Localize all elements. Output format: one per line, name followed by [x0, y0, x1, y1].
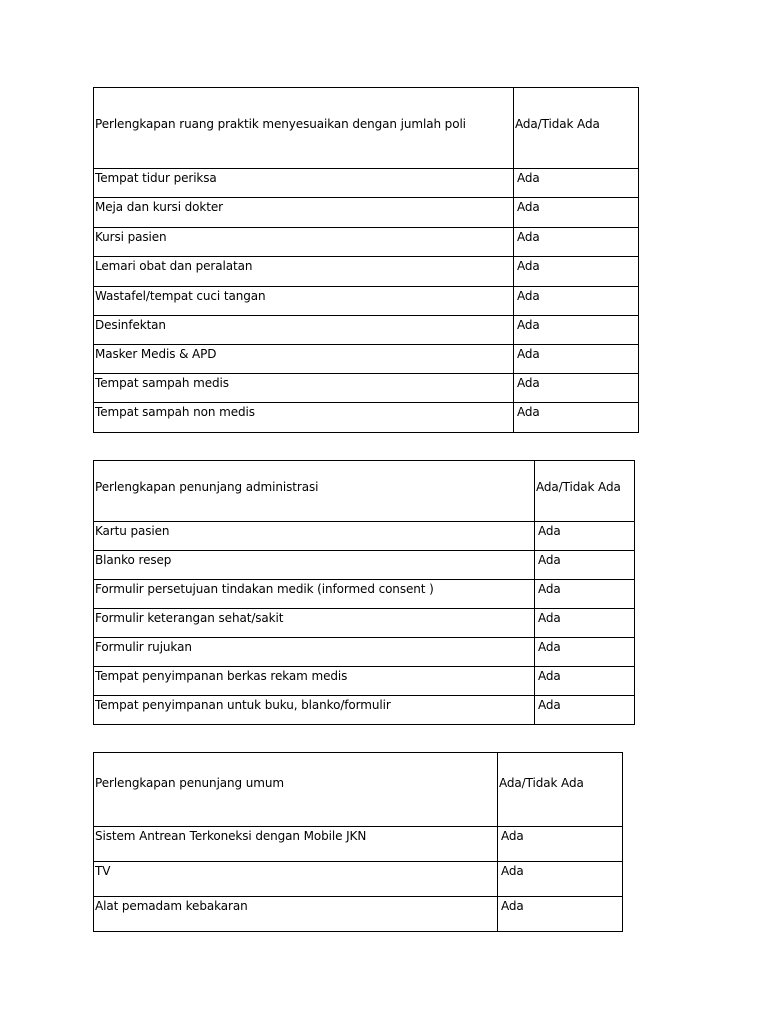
- item-label: Wastafel/tempat cuci tangan: [95, 289, 266, 303]
- item-label: Kursi pasien: [95, 230, 167, 244]
- item-cell: [94, 198, 514, 228]
- item-cell: [94, 287, 514, 316]
- item-cell: [94, 862, 498, 897]
- table-row: [94, 897, 623, 932]
- item-cell: [94, 580, 535, 609]
- table-row: [94, 287, 639, 316]
- header-status-cell: [535, 461, 635, 522]
- status-cell: [498, 827, 623, 862]
- item-cell: [94, 316, 514, 345]
- status-cell: [514, 198, 639, 228]
- item-cell: [94, 257, 514, 287]
- item-cell: [94, 609, 535, 638]
- item-label: Masker Medis & APD: [95, 347, 217, 361]
- table-row: [94, 580, 635, 609]
- status-cell: [514, 287, 639, 316]
- item-cell: [94, 345, 514, 374]
- item-label: Alat pemadam kebakaran: [95, 899, 248, 913]
- status-label: Ada: [501, 864, 524, 878]
- header-item-label: Perlengkapan ruang praktik menyesuaikan dengan jumlah poli: [95, 117, 466, 131]
- status-cell: [514, 228, 639, 257]
- header-item-cell: [94, 753, 498, 827]
- status-label: Ada: [517, 376, 540, 390]
- status-label: Ada: [538, 640, 561, 654]
- item-label: Blanko resep: [95, 553, 172, 567]
- item-label: Tempat penyimpanan untuk buku, blanko/formulir: [95, 698, 391, 712]
- table-row: [94, 403, 639, 433]
- status-cell: [514, 169, 639, 198]
- table-row: [94, 609, 635, 638]
- table-row: [94, 345, 639, 374]
- status-cell: [535, 696, 635, 725]
- status-label: Ada: [517, 230, 540, 244]
- status-label: Ada: [538, 524, 561, 538]
- status-cell: [514, 403, 639, 433]
- status-label: Ada: [517, 318, 540, 332]
- item-cell: [94, 667, 535, 696]
- table-row: [94, 228, 639, 257]
- item-cell: [94, 374, 514, 403]
- table-row: [94, 862, 623, 897]
- header-status-label: Ada/Tidak Ada: [536, 480, 621, 494]
- item-cell: [94, 169, 514, 198]
- table-row: [94, 169, 639, 198]
- status-label: Ada: [517, 289, 540, 303]
- item-label: Tempat tidur periksa: [95, 171, 217, 185]
- item-cell: [94, 827, 498, 862]
- table-row: [94, 638, 635, 667]
- status-label: Ada: [517, 200, 540, 214]
- status-label: Ada: [517, 171, 540, 185]
- status-label: Ada: [538, 669, 561, 683]
- status-cell: [535, 522, 635, 551]
- equipment-table-general: [93, 752, 623, 932]
- item-cell: [94, 228, 514, 257]
- item-label: Meja dan kursi dokter: [95, 200, 223, 214]
- item-cell: [94, 638, 535, 667]
- table-row: [94, 522, 635, 551]
- item-cell: [94, 522, 535, 551]
- status-label: Ada: [538, 553, 561, 567]
- status-cell: [514, 257, 639, 287]
- status-cell: [535, 638, 635, 667]
- item-label: TV: [95, 864, 111, 878]
- status-label: Ada: [538, 582, 561, 596]
- item-label: Formulir persetujuan tindakan medik (informed consent ): [95, 582, 434, 596]
- item-label: Formulir keterangan sehat/sakit: [95, 611, 284, 625]
- status-cell: [498, 897, 623, 932]
- equipment-table-administration: [93, 460, 635, 725]
- header-item-label: Perlengkapan penunjang administrasi: [95, 480, 319, 494]
- header-status-label: Ada/Tidak Ada: [515, 117, 600, 131]
- item-cell: [94, 897, 498, 932]
- status-label: Ada: [501, 829, 524, 843]
- table-header-row: [94, 88, 639, 169]
- item-label: Tempat sampah non medis: [95, 405, 255, 419]
- table-row: [94, 257, 639, 287]
- header-status-cell: [514, 88, 639, 169]
- status-label: Ada: [517, 259, 540, 273]
- table-row: [94, 696, 635, 725]
- item-cell: [94, 551, 535, 580]
- status-label: Ada: [538, 698, 561, 712]
- item-label: Sistem Antrean Terkoneksi dengan Mobile JKN: [95, 829, 367, 843]
- table-header-row: [94, 753, 623, 827]
- item-cell: [94, 696, 535, 725]
- table-row: [94, 827, 623, 862]
- header-status-label: Ada/Tidak Ada: [499, 776, 584, 790]
- table-header-row: [94, 461, 635, 522]
- status-cell: [514, 345, 639, 374]
- status-label: Ada: [538, 611, 561, 625]
- item-label: Desinfektan: [95, 318, 166, 332]
- status-cell: [498, 862, 623, 897]
- header-item-label: Perlengkapan penunjang umum: [95, 776, 284, 790]
- status-cell: [535, 580, 635, 609]
- item-label: Formulir rujukan: [95, 640, 192, 654]
- table-row: [94, 551, 635, 580]
- header-item-cell: [94, 461, 535, 522]
- item-label: Kartu pasien: [95, 524, 170, 538]
- item-label: Tempat penyimpanan berkas rekam medis: [95, 669, 348, 683]
- status-label: Ada: [517, 405, 540, 419]
- status-cell: [514, 374, 639, 403]
- status-label: Ada: [501, 899, 524, 913]
- equipment-table-practice-room: [93, 87, 639, 433]
- item-label: Lemari obat dan peralatan: [95, 259, 253, 273]
- table-row: [94, 198, 639, 228]
- header-status-cell: [498, 753, 623, 827]
- table-row: [94, 316, 639, 345]
- status-cell: [535, 551, 635, 580]
- status-cell: [535, 667, 635, 696]
- header-item-cell: [94, 88, 514, 169]
- table-row: [94, 667, 635, 696]
- table-row: [94, 374, 639, 403]
- status-cell: [514, 316, 639, 345]
- status-label: Ada: [517, 347, 540, 361]
- status-cell: [535, 609, 635, 638]
- item-label: Tempat sampah medis: [95, 376, 229, 390]
- item-cell: [94, 403, 514, 433]
